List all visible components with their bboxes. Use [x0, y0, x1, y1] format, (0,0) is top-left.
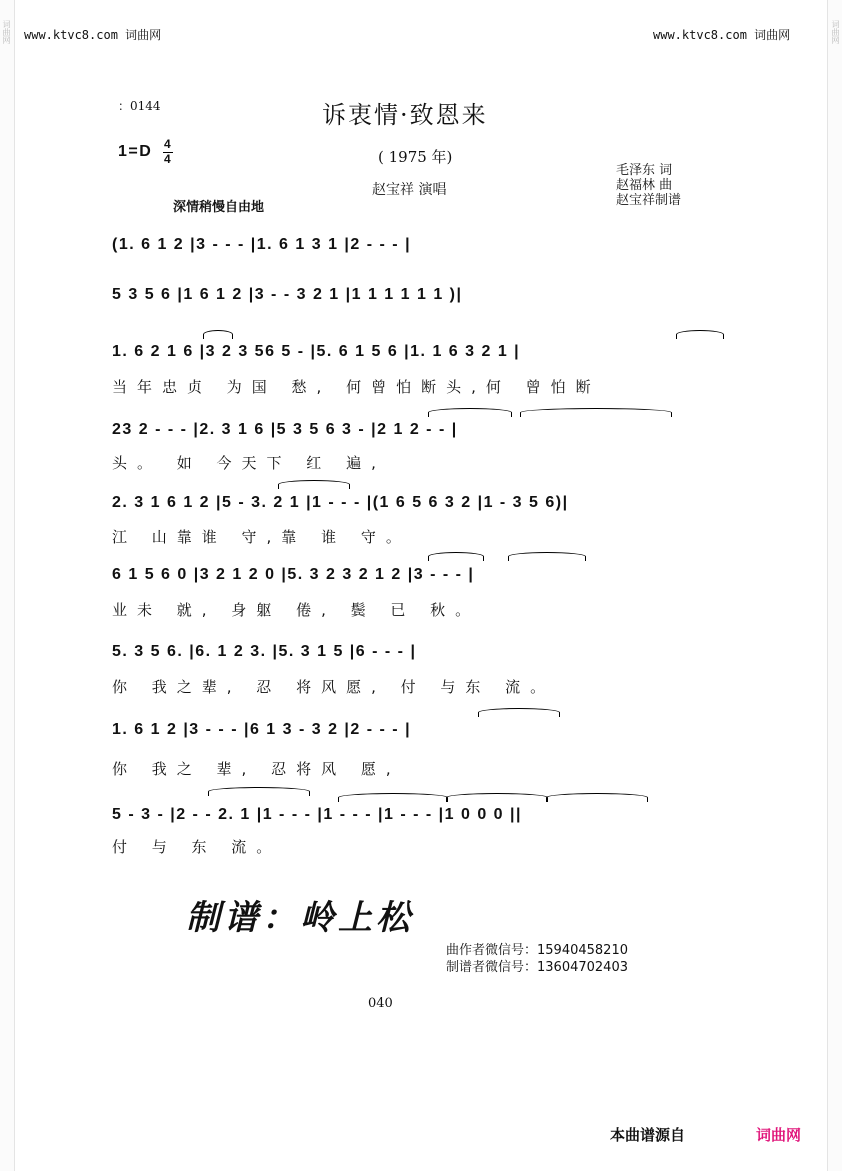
notation-row-1: (1. 6 1 2 |3 - - - |1. 6 1 3 1 |2 - - - | [112, 236, 412, 253]
notation-row-4: 23 2 - - - |2. 3 1 6 |5 3 5 6 3 - |2 1 2 - - | [112, 421, 458, 438]
composer-wechat: 曲作者微信号：15940458210 [446, 943, 628, 958]
notation-row-2: 5 3 5 6 |1 6 1 2 |3 - - 3 2 1 |1 1 1 1 1 1 )| [112, 286, 463, 303]
arranger-signature: 制谱：岭上松 [186, 898, 414, 938]
tempo-marking: 深情稍慢自由地 [173, 200, 265, 215]
site-link-right[interactable]: www.ktvc8.com 词曲网 [653, 28, 791, 42]
slur-mark [208, 787, 310, 796]
credits-block [616, 163, 681, 208]
slur-mark [546, 793, 648, 802]
left-margin-strip [0, 0, 15, 1171]
time-signature-top: 4 [164, 137, 173, 151]
notation-row-7: 5. 3 5 6. |6. 1 2 3. |5. 3 1 5 |6 - - - | [112, 643, 417, 660]
site-link-left[interactable]: www.ktvc8.com 词曲网 [24, 28, 162, 42]
credit-composer: 赵福林 曲 [616, 178, 673, 193]
slur-mark [278, 480, 350, 489]
notation-row-6: 6 1 5 6 0 |3 2 1 2 0 |5. 3 2 3 2 1 2 |3 - - - | [112, 566, 475, 583]
arranger-wechat: 制谱者微信号：13604702403 [446, 960, 628, 975]
slur-mark [338, 793, 448, 802]
time-signature-bottom: 4 [164, 152, 173, 166]
credit-arranger: 赵宝祥制谱 [616, 193, 682, 208]
lyric-row-5: 江 山靠谁 守,靠 谁 守。 [112, 528, 411, 546]
slur-mark [446, 793, 548, 802]
credit-lyricist: 毛泽东 词 [616, 163, 673, 178]
notation-row-5: 2. 3 1 6 1 2 |5 - 3. 2 1 |1 - - - |(1 6 5 6 3 2 |1 - 3 5 6)| [112, 494, 569, 511]
lyric-row-7: 你 我之辈, 忍 将风愿, 付 与东 流。 [112, 678, 556, 696]
notation-row-9: 5 - 3 - |2 - - 2. 1 |1 - - - |1 - - - |1 - - - |1 0 0 0 || [112, 806, 522, 823]
source-logo[interactable]: 词曲网 [756, 1126, 802, 1144]
slur-mark [428, 408, 512, 417]
score-year: ( 1975 年) [378, 148, 453, 166]
notation-row-8: 1. 6 1 2 |3 - - - |6 1 3 - 3 2 |2 - - - | [112, 721, 412, 738]
notation-row-3: 1. 6 2 1 6 |3 2 3 56 5 - |5. 6 1 5 6 |1. 1 6 3 2 1 | [112, 343, 521, 360]
score-number: ：0144 [118, 99, 161, 113]
slur-mark [428, 552, 484, 561]
slur-mark [520, 408, 672, 417]
lyric-row-6: 业未 就, 身躯 倦, 鬓 已 秋。 [112, 601, 481, 619]
page-number: 040 [368, 996, 393, 1011]
slur-mark [508, 552, 586, 561]
right-margin-strip [827, 0, 842, 1171]
lyric-row-4: 头。 如 今天下 红 遍, [112, 454, 386, 472]
singer-credit: 赵宝祥 演唱 [372, 182, 447, 198]
slur-mark [203, 330, 233, 339]
slur-mark [676, 330, 724, 339]
lyric-row-3: 当年忠贞 为国 愁, 何曾怕断头,何 曾怕断 [112, 378, 601, 396]
slur-mark [478, 708, 560, 717]
watermark-right: 词曲网 [831, 20, 840, 44]
lyric-row-9: 付 与 东 流。 [112, 838, 282, 856]
lyric-row-8: 你 我之 辈, 忍将风 愿, [112, 760, 401, 778]
watermark-left: 词曲网 [2, 20, 11, 44]
key-signature: 1=D [118, 143, 153, 160]
source-label: 本曲谱源自 [610, 1126, 686, 1144]
score-title: 诉衷情·致恩来 [322, 101, 488, 129]
